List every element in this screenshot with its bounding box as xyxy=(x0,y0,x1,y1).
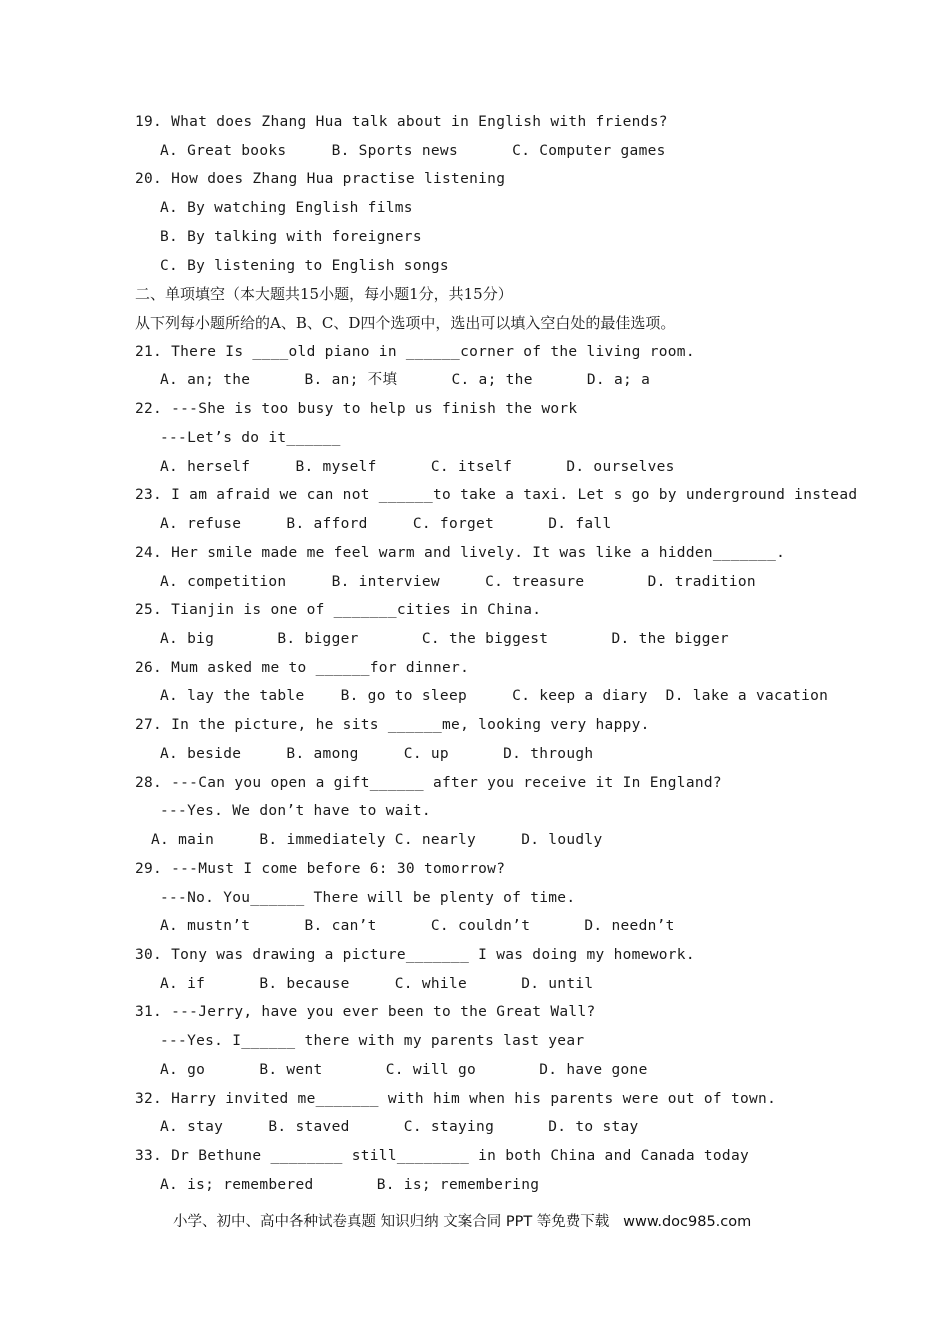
question-line: 26. Mum asked me to ______for dinner. xyxy=(135,660,470,676)
question-line: ---Let’s do it______ xyxy=(160,430,341,446)
question-line: 21. There Is ____old piano in ______corner of the living room. xyxy=(135,344,695,360)
question-line: 23. I am afraid we can not ______to take a taxi. Let s go by underground instead xyxy=(135,487,858,503)
question-line: 25. Tianjin is one of _______cities in China. xyxy=(135,602,542,618)
section-heading-line: 二、单项填空（本大题共15小题，每小题1分，共15分） xyxy=(135,285,513,303)
question-line: 30. Tony was drawing a picture_______ I was doing my homework. xyxy=(135,947,695,963)
question-line: A. go B. went C. will go D. have gone xyxy=(160,1062,648,1078)
question-line: 19. What does Zhang Hua talk about in English with friends? xyxy=(135,114,668,130)
question-line: 29. ---Must I come before 6: 30 tomorrow? xyxy=(135,861,506,877)
question-line: A. big B. bigger C. the biggest D. the bigger xyxy=(160,631,729,647)
question-line: 22. ---She is too busy to help us finish the work xyxy=(135,401,578,417)
question-line: A. herself B. myself C. itself D. ourselves xyxy=(160,459,675,475)
question-line: A. main B. immediately C. nearly D. loudly xyxy=(151,832,603,848)
question-line: A. mustn’t B. can’t C. couldn’t D. needn’t xyxy=(160,918,675,934)
question-line: A. if B. because C. while D. until xyxy=(160,976,594,992)
question-line: A. competition B. interview C. treasure D. tradition xyxy=(160,574,756,590)
question-line: A. beside B. among C. up D. through xyxy=(160,746,594,762)
question-line: ---Yes. I______ there with my parents last year xyxy=(160,1033,585,1049)
question-line: A. an; the B. an; 不填 C. a; the D. a; a xyxy=(160,372,651,388)
question-line: 27. In the picture, he sits ______me, looking very happy. xyxy=(135,717,650,733)
question-line: A. refuse B. afford C. forget D. fall xyxy=(160,516,612,532)
question-line: B. By talking with foreigners xyxy=(160,229,422,245)
question-line: 20. How does Zhang Hua practise listening xyxy=(135,171,506,187)
question-line: 31. ---Jerry, have you ever been to the Great Wall? xyxy=(135,1004,596,1020)
page-footer: 小学、初中、高中各种试卷真题 知识归纳 文案合同 PPT 等免费下载 www.doc985.com xyxy=(173,1214,752,1230)
question-line: ---No. You______ There will be plenty of time. xyxy=(160,890,576,906)
question-line: 33. Dr Bethune ________ still________ in both China and Canada today xyxy=(135,1148,750,1164)
question-line: A. lay the table B. go to sleep C. keep a diary D. lake a vacation xyxy=(160,688,829,704)
question-line: 28. ---Can you open a gift______ after you receive it In England? xyxy=(135,775,722,791)
question-line: A. is; remembered B. is; remembering xyxy=(160,1177,540,1193)
question-line: A. By watching English films xyxy=(160,200,413,216)
section-heading-line: 从下列每小题所给的A、B、C、D四个选项中，选出可以填入空白处的最佳选项。 xyxy=(135,314,676,332)
question-line: A. Great books B. Sports news C. Computer games xyxy=(160,143,666,159)
question-line: 24. Her smile made me feel warm and lively. It was like a hidden_______. xyxy=(135,545,786,561)
question-line: 32. Harry invited me_______ with him when his parents were out of town. xyxy=(135,1091,777,1107)
question-line: A. stay B. staved C. staying D. to stay xyxy=(160,1119,639,1135)
question-line: ---Yes. We don’t have to wait. xyxy=(160,803,431,819)
question-line: C. By listening to English songs xyxy=(160,258,449,274)
